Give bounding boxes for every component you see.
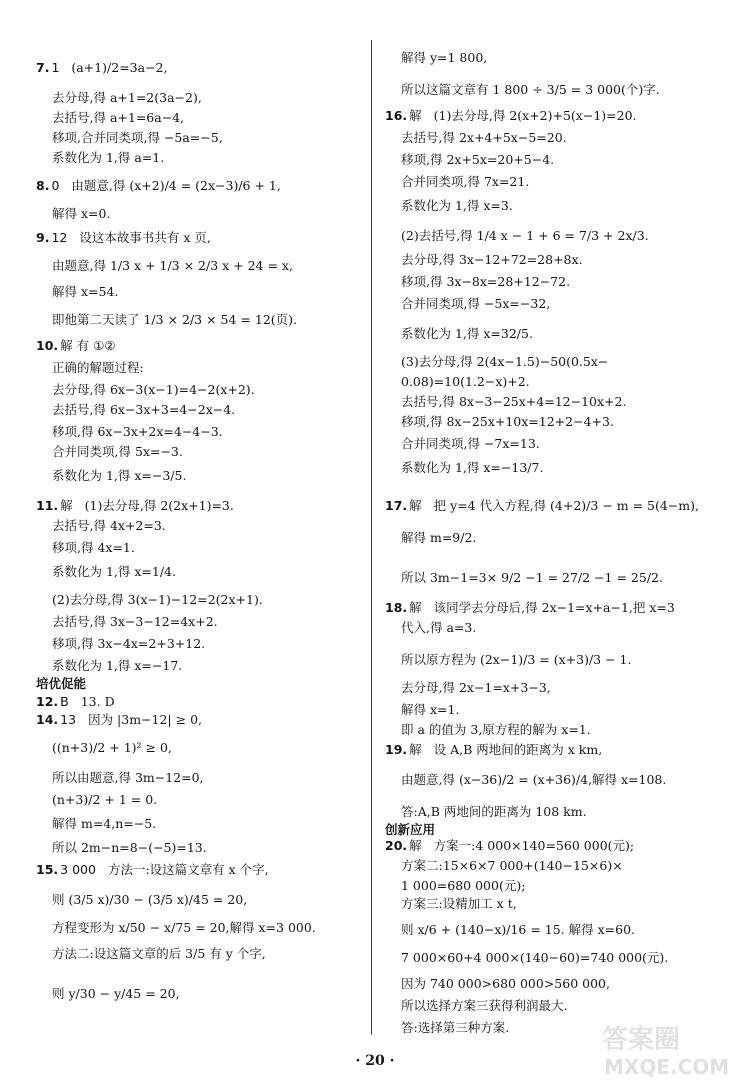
solution-text: (a+1)/2=3a−2, [71,60,168,75]
section-heading [36,676,86,691]
solution-text: ((n+3)/2 + 1)² ≥ 0, [52,740,172,755]
solution-text: 所以 2m−n=8−(−5)=13. [52,840,207,855]
section-title: 创新应用 [385,822,436,837]
solution-text: 去括号,得 8x−3−25x+4=12−10x+2. [401,394,627,409]
solution-text: 则 x/6 + (140−x)/16 = 15. 解得 x=60. [401,922,636,937]
solution-text: 所以由题意,得 3m−12=0, [52,770,204,785]
solution-line [52,564,176,579]
solution-text: 即他第二天读了 1/3 × 2/3 × 54 = 12(页). [52,312,298,327]
solution-text: 系数化为 1,得 x=32/5. [401,326,533,341]
item-answer: 解 有 ①② [60,338,116,353]
solution-text: 由题意,得 (x−36)/2 = (x+36)/4,解得 x=108. [401,772,667,787]
solution-text: 设这本故事书共有 x 页, [79,230,211,245]
page-number: · 20 · [355,1053,395,1069]
solution-text: 方程变形为 x/50 − x/75 = 20,解得 x=3 000. [52,920,316,935]
solution-line [52,614,218,629]
solution-text: 所以选择方案三获得利润最大. [401,998,568,1013]
solution-text: 方案三:设精加工 x t, [401,896,517,911]
solution-text: 代入,得 a=3. [401,620,477,635]
solution-text: 所以 3m−1=3× 9/2 −1 = 27/2 −1 = 25/2. [401,570,663,585]
solution-text: 方案二:15×6×7 000+(140−15×6)× [401,858,623,873]
item-number: 19. [385,742,408,757]
solution-text: (1)去分母,得 2(x+2)+5(x−1)=20. [433,108,637,123]
item-answer: 解 [409,742,422,757]
answer-item [36,60,167,75]
item-number: 12. [36,694,59,709]
solution-text: 方案一:4 000×140=560 000(元); [433,838,635,853]
solution-text: 解得 x=1. [401,702,460,717]
solution-text: 1 000=680 000(元); [401,878,526,893]
solution-line [52,258,293,273]
solution-line [401,878,525,893]
solution-line [52,444,183,459]
item-number: 11. [36,498,59,513]
solution-text: 合并同类项,得 5x=−3. [52,444,183,459]
item-number: 10. [36,338,59,353]
column-divider [371,40,372,1035]
solution-text: 解得 m=4,n=−5. [52,816,157,831]
solution-text: 13. D [80,694,115,709]
answer-item [36,862,269,877]
item-number: 17. [385,498,408,513]
solution-text: 去括号,得 a+1=6a−4, [52,110,185,125]
solution-text: 则 y/30 − y/45 = 20, [52,986,180,1001]
solution-text: 去分母,得 a+1=2(3a−2), [52,90,202,105]
solution-line [52,636,205,651]
solution-text: 解得 y=1 800, [401,50,488,65]
section-title: 培优促能 [36,676,87,691]
solution-line [401,326,533,341]
solution-line [52,468,186,483]
solution-line [52,382,255,397]
item-answer: 解 [60,498,73,513]
solution-text: 移项,得 4x=1. [52,540,135,555]
solution-line [52,150,164,165]
solution-text: 答:A,B 两地间的距离为 108 km. [401,804,587,819]
solution-line [52,518,166,533]
solution-line [52,360,144,375]
solution-text: 去分母,得 2x−1=x+3−3, [401,680,551,695]
item-number: 9. [36,230,50,245]
solution-line [52,946,266,961]
solution-text: 去括号,得 4x+2=3. [52,518,166,533]
solution-text: 去分母,得 6x−3(x−1)=4−2(x+2). [52,382,255,397]
solution-text: 系数化为 1,得 a=1. [52,150,165,165]
solution-line [401,274,570,289]
solution-line [401,414,614,429]
solution-line [401,804,587,819]
solution-line [401,772,666,787]
solution-line [401,570,663,585]
solution-text: 解得 x=0. [52,206,111,221]
item-number: 15. [36,862,59,877]
solution-line [401,228,649,243]
section-heading [385,822,435,837]
solution-line [52,740,172,755]
solution-text: 系数化为 1,得 x=−3/5. [52,468,187,483]
solution-text: 合并同类项,得 −7x=13. [401,436,540,451]
item-answer: 解 [409,498,422,513]
item-answer: B [60,694,69,709]
solution-line [401,394,626,409]
solution-line [52,312,297,327]
solution-line [401,922,635,937]
solution-text: 移项,得 2x+5x=20+5−4. [401,152,555,167]
item-answer: 1 [51,60,60,75]
solution-line [401,82,660,97]
solution-text: 0.08)=10(1.2−x)+2. [401,374,530,389]
item-answer: 解 [409,838,422,853]
solution-line [52,792,157,807]
solution-line [401,950,668,965]
solution-line [52,986,180,1001]
solution-text: 正确的解题过程: [52,360,144,375]
solution-line [52,920,316,935]
item-number: 16. [385,108,408,123]
solution-line [401,152,554,167]
item-answer: 13 [60,712,77,727]
solution-line [401,998,567,1013]
solution-line [401,130,567,145]
solution-line [52,840,207,855]
item-number: 14. [36,712,59,727]
solution-text: 把 y=4 代入方程,得 (4+2)/3 − m = 5(4−m), [433,498,700,513]
answer-item [385,600,675,615]
solution-text: 移项,得 3x−4x=2+3+12. [52,636,206,651]
solution-text: 由题意,得 (x+2)/4 = (2x−3)/6 + 1, [71,178,281,193]
solution-line [401,50,487,65]
solution-line [52,424,223,439]
solution-text: (2)去分母,得 3(x−1)−12=2(2x+1). [52,592,263,607]
solution-line [52,658,182,673]
solution-text: 则 (3/5 x)/30 − (3/5 x)/45 = 20, [52,892,248,907]
solution-line [52,206,110,221]
solution-text: 去括号,得 3x−3−12=4x+2. [52,614,218,629]
svg-text:MXQE.COM: MXQE.COM [604,1055,730,1079]
solution-text: 去分母,得 3x−12+72=28+8x. [401,252,583,267]
solution-line [52,770,204,785]
solution-line [52,130,223,145]
item-answer: 12 [51,230,68,245]
answer-item [36,338,128,353]
watermark-logo [596,1018,736,1082]
solution-text: (2)去括号,得 1/4 x − 1 + 6 = 7/3 + 2x/3. [401,228,649,243]
solution-line [52,540,135,555]
answer-item [385,742,602,757]
solution-line [52,90,202,105]
solution-line [401,680,551,695]
solution-line [401,198,513,213]
solution-line [401,620,476,635]
solution-text: (3)去分母,得 2(4x−1.5)−50(0.5x− [401,354,609,369]
solution-line [401,354,608,369]
solution-text: 系数化为 1,得 x=−13/7. [401,460,544,475]
svg-text:答案圈: 答案圈 [602,1025,681,1055]
solution-text: 即 a 的值为 3,原方程的解为 x=1. [401,722,591,737]
solution-line [52,402,235,417]
solution-text: 移项,合并同类项,得 −5a=−5, [52,130,223,145]
item-number: 8. [36,178,50,193]
solution-text: 移项,得 3x−8x=28+12−72. [401,274,571,289]
solution-line [401,374,530,389]
item-answer: 3 000 [60,862,96,877]
solution-text: 合并同类项,得 −5x=−32, [401,296,551,311]
solution-line [52,892,247,907]
solution-line [401,296,550,311]
item-number: 7. [36,60,50,75]
solution-line [401,722,591,737]
solution-line [401,252,583,267]
solution-line [401,702,459,717]
solution-text: 去括号,得 2x+4+5x−5=20. [401,130,567,145]
answer-item [385,108,637,123]
answer-item [36,178,281,193]
solution-line [401,976,610,991]
solution-text: 所以这篇文章有 1 800 ÷ 3/5 = 3 000(个)字. [401,82,660,97]
solution-text: 解得 m=9/2. [401,530,477,545]
solution-line [401,530,476,545]
solution-line [52,592,263,607]
answer-item [385,838,634,853]
solution-line [52,110,184,125]
solution-text: 因为 740 000>680 000>560 000, [401,976,610,991]
solution-line [401,652,631,667]
solution-text: 由题意,得 1/3 x + 1/3 × 2/3 x + 24 = x, [52,258,293,273]
solution-text: 系数化为 1,得 x=1/4. [52,564,176,579]
solution-text: 系数化为 1,得 x=3. [401,198,513,213]
item-number: 20. [385,838,408,853]
solution-text: 所以原方程为 (2x−1)/3 = (x+3)/3 − 1. [401,652,632,667]
solution-line [52,284,118,299]
answer-item [36,230,211,245]
solution-text: 答:选择第三种方案. [401,1020,510,1035]
solution-text: 方法一:设这篇文章有 x 个字, [107,862,269,877]
solution-text: 该同学去分母后,得 2x−1=x+a−1,把 x=3 [433,600,675,615]
answer-item [36,498,234,513]
solution-line [401,436,540,451]
solution-text: 移项,得 6x−3x+2x=4−4−3. [52,424,223,439]
solution-text: 设 A,B 两地间的距离为 x km, [433,742,603,757]
solution-text: 因为 |3m−12| ≥ 0, [88,712,202,727]
answer-item [385,498,699,513]
solution-text: 去括号,得 6x−3x+3=4−2x−4. [52,402,236,417]
item-answer: 0 [51,178,60,193]
solution-text: 方法二:设这篇文章的后 3/5 有 y 个字, [52,946,266,961]
solution-text: 系数化为 1,得 x=−17. [52,658,183,673]
solution-text: (n+3)/2 + 1 = 0. [52,792,158,807]
solution-text: 合并同类项,得 7x=21. [401,174,530,189]
item-answer: 解 [409,108,422,123]
solution-text: 7 000×60+4 000×(140−60)=740 000(元). [401,950,669,965]
answer-item [36,712,202,727]
solution-line [401,858,623,873]
solution-text: (1)去分母,得 2(2x+1)=3. [84,498,234,513]
item-answer: 解 [409,600,422,615]
solution-line [401,1020,509,1035]
solution-line [401,460,543,475]
solution-text: 移项,得 8x−25x+10x=12+2−4+3. [401,414,614,429]
solution-text: 解得 x=54. [52,284,119,299]
solution-line [401,174,529,189]
answer-item [36,694,115,709]
item-number: 18. [385,600,408,615]
solution-line [52,816,156,831]
solution-line [401,896,517,911]
